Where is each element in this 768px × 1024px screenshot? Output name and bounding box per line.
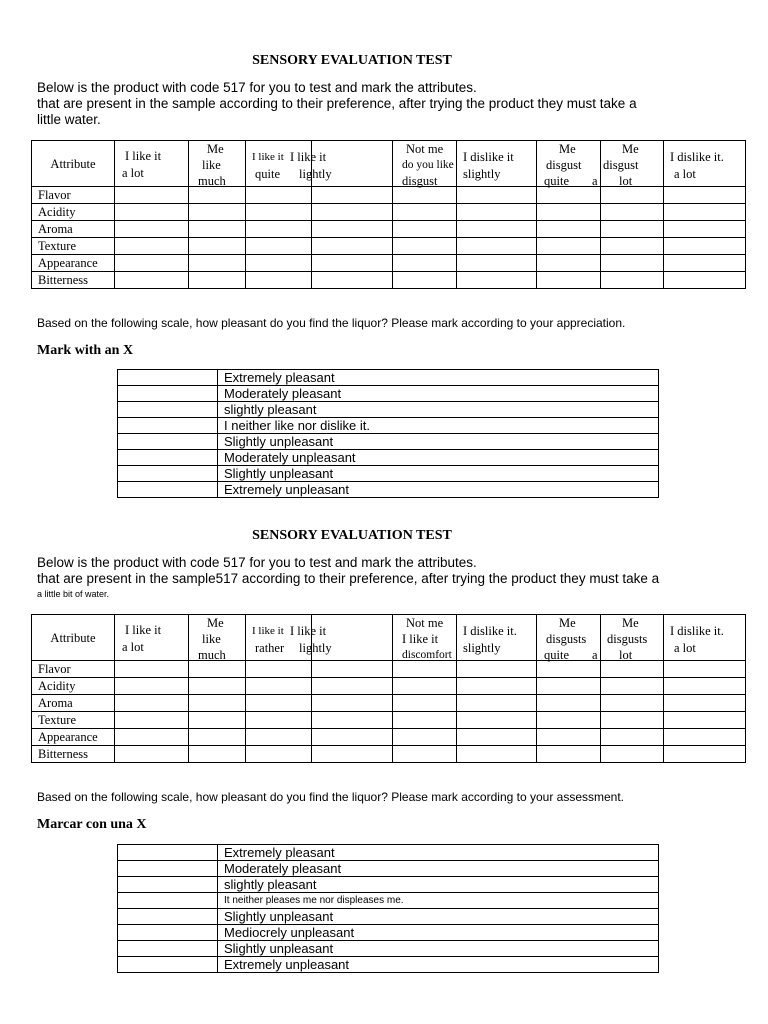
scale-checkbox[interactable]	[118, 482, 218, 498]
row-label: Flavor	[32, 661, 115, 678]
scale-row	[118, 402, 659, 418]
rating-cell[interactable]	[664, 729, 746, 746]
rating-cell[interactable]	[312, 695, 393, 712]
rating-cell[interactable]	[115, 221, 189, 238]
rating-cell[interactable]	[601, 678, 664, 695]
rating-cell[interactable]	[457, 187, 537, 204]
rating-cell[interactable]	[246, 661, 312, 678]
scale-row	[118, 893, 659, 909]
rating-cell[interactable]	[393, 695, 457, 712]
section2-intro-line3: a little bit of water.	[37, 589, 110, 599]
rating-cell[interactable]	[664, 746, 746, 763]
section1-intro	[37, 80, 687, 128]
rating-cell[interactable]	[457, 221, 537, 238]
rating-cell[interactable]	[457, 661, 537, 678]
scale-checkbox[interactable]	[118, 877, 218, 893]
scale-label: Moderately pleasant	[218, 861, 659, 877]
rating-cell[interactable]	[393, 678, 457, 695]
rating-cell[interactable]	[393, 729, 457, 746]
scale-checkbox[interactable]	[118, 450, 218, 466]
rating-cell[interactable]	[601, 187, 664, 204]
rating-cell[interactable]	[457, 238, 537, 255]
rating-cell[interactable]	[393, 272, 457, 289]
header-dislike-slightly: I dislike it slightly	[457, 141, 537, 187]
rating-cell[interactable]	[312, 238, 393, 255]
rating-cell[interactable]	[115, 272, 189, 289]
rating-cell[interactable]	[393, 661, 457, 678]
scale-checkbox[interactable]	[118, 845, 218, 861]
rating-cell[interactable]	[189, 238, 246, 255]
scale-label: Mediocrely unpleasant	[218, 925, 659, 941]
scale-row	[118, 386, 659, 402]
rating-cell[interactable]	[393, 238, 457, 255]
rating-cell[interactable]	[601, 729, 664, 746]
rating-cell[interactable]	[457, 255, 537, 272]
scale-row	[118, 370, 659, 386]
scale-label: Extremely unpleasant	[218, 957, 659, 973]
table-row	[32, 729, 746, 746]
table-row	[32, 187, 746, 204]
rating-cell[interactable]	[601, 272, 664, 289]
section2-intro-line1: Below is the product with code 517 for you to test and mark the attributes.	[37, 555, 477, 570]
section2-question: Based on the following scale, how pleasant do you find the liquor? Please mark according to your assessment.	[37, 790, 625, 804]
row-label: Appearance	[32, 255, 115, 272]
header-like-much: Me like much	[189, 141, 246, 187]
section1-intro-line3: little water.	[37, 112, 101, 127]
rating-cell[interactable]	[537, 204, 601, 221]
rating-cell[interactable]	[393, 187, 457, 204]
scale-label: Extremely pleasant	[218, 845, 659, 861]
row-label: Acidity	[32, 204, 115, 221]
header-like-much: Me like much	[189, 615, 246, 661]
rating-cell[interactable]	[312, 746, 393, 763]
row-label: Aroma	[32, 695, 115, 712]
scale-row	[118, 466, 659, 482]
scale-label: Slightly unpleasant	[218, 466, 659, 482]
table-row	[32, 746, 746, 763]
rating-cell[interactable]	[189, 678, 246, 695]
row-label: Texture	[32, 712, 115, 729]
rating-cell[interactable]	[246, 729, 312, 746]
rating-cell[interactable]	[189, 255, 246, 272]
header-like-slightly: I like it lightly	[312, 615, 393, 661]
rating-cell[interactable]	[664, 272, 746, 289]
header-disgust-quite: Me disgust quite a	[537, 141, 601, 187]
table-row	[32, 661, 746, 678]
header-like-rather: I like it rather	[246, 615, 312, 661]
rating-cell[interactable]	[312, 204, 393, 221]
rating-cell[interactable]	[312, 678, 393, 695]
rating-cell[interactable]	[537, 272, 601, 289]
table-row	[32, 204, 746, 221]
rating-cell[interactable]	[664, 661, 746, 678]
rating-cell[interactable]	[664, 204, 746, 221]
rating-cell[interactable]	[246, 712, 312, 729]
rating-cell[interactable]	[457, 204, 537, 221]
rating-cell[interactable]	[246, 746, 312, 763]
table-row	[32, 678, 746, 695]
rating-cell[interactable]	[664, 187, 746, 204]
rating-cell[interactable]	[246, 695, 312, 712]
scale-row	[118, 909, 659, 925]
rating-cell[interactable]	[537, 255, 601, 272]
rating-cell[interactable]	[664, 678, 746, 695]
rating-cell[interactable]	[312, 661, 393, 678]
header-dislike-a-lot: I dislike it. a lot	[664, 141, 746, 187]
scale-checkbox[interactable]	[118, 402, 218, 418]
scale-checkbox[interactable]	[118, 861, 218, 877]
section2-title: SENSORY EVALUATION TEST	[252, 528, 452, 543]
scale-checkbox[interactable]	[118, 370, 218, 386]
scale-row	[118, 845, 659, 861]
rating-cell[interactable]	[312, 712, 393, 729]
section2-mark-label: Marcar con una X	[37, 817, 147, 832]
header-disgust-lot: Me disgust lot	[601, 141, 664, 187]
scale-label: Slightly unpleasant	[218, 941, 659, 957]
rating-cell[interactable]	[601, 204, 664, 221]
scale-row	[118, 482, 659, 498]
rating-cell[interactable]	[189, 187, 246, 204]
scale-label: Extremely unpleasant	[218, 482, 659, 498]
row-label: Bitterness	[32, 746, 115, 763]
section2-attribute-table	[31, 614, 746, 763]
scale-label: Extremely pleasant	[218, 370, 659, 386]
rating-cell[interactable]	[393, 255, 457, 272]
rating-cell[interactable]	[537, 729, 601, 746]
section2-intro	[37, 555, 687, 601]
table-row	[32, 695, 746, 712]
rating-cell[interactable]	[189, 272, 246, 289]
rating-cell[interactable]	[246, 255, 312, 272]
scale-row	[118, 450, 659, 466]
rating-cell[interactable]	[537, 678, 601, 695]
rating-cell[interactable]	[537, 695, 601, 712]
section1-mark-label: Mark with an X	[37, 343, 134, 358]
rating-cell[interactable]	[393, 712, 457, 729]
rating-cell[interactable]	[664, 712, 746, 729]
rating-cell[interactable]	[246, 238, 312, 255]
rating-cell[interactable]	[115, 712, 189, 729]
header-neither: Not me do you like disgust	[393, 141, 457, 187]
rating-cell[interactable]	[393, 746, 457, 763]
section2-scale-table	[117, 844, 659, 973]
rating-cell[interactable]	[189, 661, 246, 678]
scale-checkbox[interactable]	[118, 466, 218, 482]
header-dislike-slightly: I dislike it. slightly	[457, 615, 537, 661]
scale-checkbox[interactable]	[118, 893, 218, 909]
scale-checkbox[interactable]	[118, 386, 218, 402]
rating-cell[interactable]	[115, 187, 189, 204]
scale-row	[118, 877, 659, 893]
scale-label: slightly pleasant	[218, 877, 659, 893]
rating-cell[interactable]	[312, 272, 393, 289]
section2-intro-line2: that are present in the sample517 according to their preference, after trying the product they must take a	[37, 571, 660, 586]
scale-checkbox[interactable]	[118, 909, 218, 925]
header-like-a-lot: I like it a lot	[115, 615, 189, 661]
rating-cell[interactable]	[601, 238, 664, 255]
scale-row	[118, 861, 659, 877]
header-attribute: Attribute	[32, 615, 115, 661]
rating-cell[interactable]	[601, 661, 664, 678]
rating-cell[interactable]	[189, 695, 246, 712]
header-dislike-a-lot: I dislike it. a lot	[664, 615, 746, 661]
section1-title: SENSORY EVALUATION TEST	[252, 53, 452, 68]
rating-cell[interactable]	[189, 221, 246, 238]
header-like-quite: I like it quite	[246, 141, 312, 187]
rating-cell[interactable]	[664, 695, 746, 712]
rating-cell[interactable]	[115, 661, 189, 678]
scale-checkbox[interactable]	[118, 941, 218, 957]
rating-cell[interactable]	[189, 204, 246, 221]
rating-cell[interactable]	[537, 221, 601, 238]
header-neither: Not me I like it discomfort	[393, 615, 457, 661]
rating-cell[interactable]	[457, 695, 537, 712]
rating-cell[interactable]	[537, 187, 601, 204]
section1-attribute-table	[31, 140, 746, 289]
row-label: Flavor	[32, 187, 115, 204]
section1-question: Based on the following scale, how pleasant do you find the liquor? Please mark according to your appreciation.	[37, 316, 626, 330]
row-label: Texture	[32, 238, 115, 255]
rating-cell[interactable]	[457, 746, 537, 763]
section1-intro-line2: that are present in the sample according to their preference, after trying the product they must take a	[37, 96, 637, 111]
header-disgust-lot: Me disgusts lot	[601, 615, 664, 661]
table-row	[32, 272, 746, 289]
rating-cell[interactable]	[115, 695, 189, 712]
rating-cell[interactable]	[189, 746, 246, 763]
rating-cell[interactable]	[601, 255, 664, 272]
rating-cell[interactable]	[601, 221, 664, 238]
header-attribute: Attribute	[32, 141, 115, 187]
rating-cell[interactable]	[537, 661, 601, 678]
rating-cell[interactable]	[664, 238, 746, 255]
rating-cell[interactable]	[246, 678, 312, 695]
rating-cell[interactable]	[312, 729, 393, 746]
rating-cell[interactable]	[393, 221, 457, 238]
scale-row	[118, 434, 659, 450]
rating-cell[interactable]	[189, 712, 246, 729]
rating-cell[interactable]	[246, 221, 312, 238]
scale-label: Moderately pleasant	[218, 386, 659, 402]
scale-checkbox[interactable]	[118, 434, 218, 450]
rating-cell[interactable]	[312, 221, 393, 238]
scale-label: I neither like nor dislike it.	[218, 418, 659, 434]
rating-cell[interactable]	[312, 187, 393, 204]
table-row	[32, 238, 746, 255]
row-label: Appearance	[32, 729, 115, 746]
scale-label: It neither pleases me nor displeases me.	[218, 893, 659, 909]
rating-cell[interactable]	[537, 746, 601, 763]
scale-label: slightly pleasant	[218, 402, 659, 418]
rating-cell[interactable]	[246, 272, 312, 289]
scale-row	[118, 941, 659, 957]
rating-cell[interactable]	[537, 238, 601, 255]
rating-cell[interactable]	[115, 746, 189, 763]
scale-checkbox[interactable]	[118, 957, 218, 973]
scale-row	[118, 418, 659, 434]
rating-cell[interactable]	[189, 729, 246, 746]
scale-row	[118, 925, 659, 941]
header-like-a-lot: I like it a lot	[115, 141, 189, 187]
rating-cell[interactable]	[312, 255, 393, 272]
rating-cell[interactable]	[601, 712, 664, 729]
scale-row	[118, 957, 659, 973]
rating-cell[interactable]	[457, 272, 537, 289]
rating-cell[interactable]	[601, 695, 664, 712]
rating-cell[interactable]	[115, 729, 189, 746]
row-label: Bitterness	[32, 272, 115, 289]
rating-cell[interactable]	[664, 221, 746, 238]
rating-cell[interactable]	[246, 204, 312, 221]
scale-label: Slightly unpleasant	[218, 434, 659, 450]
rating-cell[interactable]	[115, 238, 189, 255]
rating-cell[interactable]	[115, 255, 189, 272]
scale-label: Moderately unpleasant	[218, 450, 659, 466]
scale-label: Slightly unpleasant	[218, 909, 659, 925]
table-row	[32, 221, 746, 238]
rating-cell[interactable]	[115, 678, 189, 695]
table-row	[32, 255, 746, 272]
rating-cell[interactable]	[601, 746, 664, 763]
rating-cell[interactable]	[246, 187, 312, 204]
table-row	[32, 712, 746, 729]
rating-cell[interactable]	[664, 255, 746, 272]
row-label: Aroma	[32, 221, 115, 238]
scale-checkbox[interactable]	[118, 418, 218, 434]
row-label: Acidity	[32, 678, 115, 695]
section1-intro-line1: Below is the product with code 517 for you to test and mark the attributes.	[37, 80, 477, 95]
rating-cell[interactable]	[457, 678, 537, 695]
rating-cell[interactable]	[457, 729, 537, 746]
header-disgust-quite: Me disgusts quite a	[537, 615, 601, 661]
rating-cell[interactable]	[393, 204, 457, 221]
section1-scale-table	[117, 369, 659, 498]
rating-cell[interactable]	[457, 712, 537, 729]
scale-checkbox[interactable]	[118, 925, 218, 941]
header-like-slightly: I like it lightly	[312, 141, 393, 187]
rating-cell[interactable]	[115, 204, 189, 221]
rating-cell[interactable]	[537, 712, 601, 729]
